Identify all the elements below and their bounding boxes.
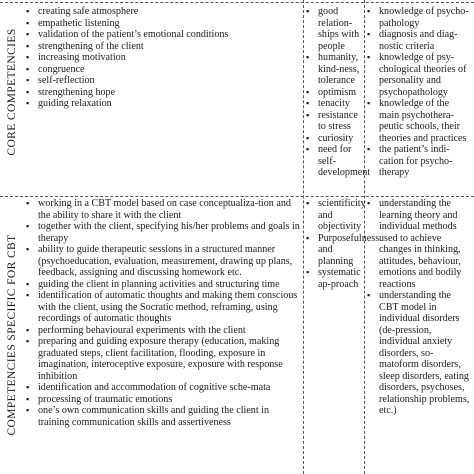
cbt-skills-cell [26, 198, 300, 428]
list-item: ▪ knowledge of psycho-pathology [367, 6, 471, 29]
core-traits-list [306, 6, 371, 179]
cbt-knowledge-cell [367, 198, 471, 417]
column-divider-1 [303, 0, 304, 474]
list-item: ▪ validation of the patient’s emotional conditions [26, 29, 300, 41]
core-skills-cell [26, 6, 300, 110]
list-item: ▪ processing of traumatic emotions [26, 394, 300, 406]
core-knowledge-list [367, 6, 471, 179]
list-item: ▪ the patient’s indi-cation for psycho-therapy [367, 144, 471, 179]
table-top-border [0, 2, 474, 3]
cbt-row-label: COMPETENCIES SPECIFIC FOR CBT [6, 234, 18, 436]
core-knowledge-cell [367, 6, 471, 179]
core-traits-cell [306, 6, 371, 179]
list-item: ▪ need for self-development [306, 144, 364, 179]
list-item: ▪ optimism [306, 87, 364, 99]
list-item: ▪ Purposefulness and planning [306, 233, 364, 268]
core-row-label: CORE COMPETENCIES [6, 28, 18, 156]
cbt-traits-cell [306, 198, 380, 290]
list-item: ▪ identification of automatic thoughts and making them conscious with the client, using the Socratic method, reframing, using recordings of automatic thoughts [26, 290, 300, 325]
core-skills-list [26, 6, 300, 110]
list-item: ▪ ability to guide therapeutic sessions in a structured manner (psychoeducation, evaluation, measurement, drawing up plans, feedback, assigning and discussing homework etc. [26, 244, 300, 279]
list-item: ▪ knowledge of the main psychothera-peutic schools, their theories and practices [367, 98, 471, 144]
list-item: ▪ one’s own communication skills and guiding the client in training communication skills and assertiveness [26, 405, 300, 428]
list-item: ▪ guiding the client in planning activities and structuring time [26, 279, 300, 291]
list-item: ▪ strengthening of the client [26, 41, 300, 53]
list-item: ▪ curiosity [306, 133, 364, 145]
list-item: ▪ diagnosis and diag-nostic criteria [367, 29, 471, 52]
list-item: ▪ knowledge of psy-chological theories of personality and psychopathology [367, 52, 471, 98]
cbt-skills-list [26, 198, 300, 428]
list-item: ▪ preparing and guiding exposure therapy (education, making graduated steps, client facilitation, flooding, exposure in imagination, interoceptive exposure, exposure with response inhibition [26, 336, 300, 382]
list-item: ▪ working in a CBT model based on case conceptualiza-tion and the ability to share it with the client [26, 198, 300, 221]
list-item: ▪ systematic ap-proach [306, 267, 364, 290]
cbt-traits-list [306, 198, 380, 290]
list-item: ▪ self-reflection [26, 75, 300, 87]
list-item: ▪ humanity, kind-ness, tolerance [306, 52, 364, 87]
list-item: ▪ understanding the CBT model in individual disorders (de-pression, individual anxiety disorders, so-matoform disorders, sleep disorders, eating disorders, psychoses, relationship problems, etc.) [367, 290, 471, 417]
list-item: ▪ identification and accommodation of cognitive sche-mata [26, 382, 300, 394]
list-item: ▪ together with the client, specifying his/her problems and goals in therapy [26, 221, 300, 244]
list-item: ▪ tenacity [306, 98, 364, 110]
cbt-knowledge-list [367, 198, 471, 417]
list-item: ▪ guiding relaxation [26, 98, 300, 110]
list-item: ▪ resistance to stress [306, 110, 364, 133]
list-item: ▪ empathetic listening [26, 18, 300, 30]
list-item: ▪ increasing motivation [26, 52, 300, 64]
list-item: ▪ good relation-ships with people [306, 6, 364, 52]
list-item: ▪ congruence [26, 64, 300, 76]
list-item: ▪ performing behavioural experiments with the client [26, 325, 300, 337]
row-divider [0, 196, 474, 197]
list-item: ▪ strengthening hope [26, 87, 300, 99]
list-item: ▪ scientificity and objectivity [306, 198, 364, 233]
list-item: ▪ understanding the learning theory and individual methods used to achieve changes in thinking, attitudes, behaviour, emotions and bodily reactions [367, 198, 471, 290]
list-item: ▪ creating safe atmosphere [26, 6, 300, 18]
